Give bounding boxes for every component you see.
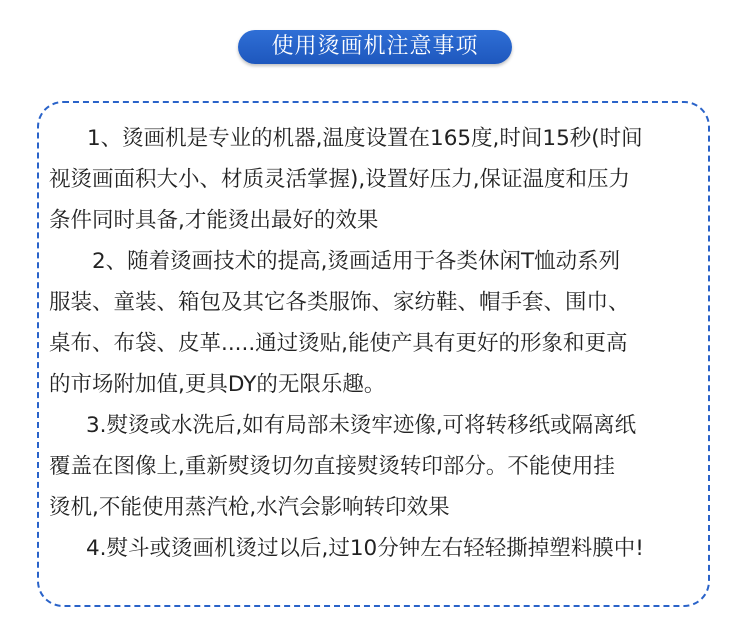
page-title: 使用烫画机注意事项 bbox=[238, 30, 512, 64]
note-4-line-1: 4.熨斗或烫画机烫过以后,过10分钟左右轻轻撕掉塑料膜中! bbox=[86, 536, 644, 561]
note-2-line-2: 服装、童装、箱包及其它各类服饰、家纺鞋、帽手套、围巾、 bbox=[49, 290, 630, 315]
note-1-line-2: 视烫画面积大小、材质灵活掌握),设置好压力,保证温度和压力 bbox=[49, 167, 631, 192]
note-2-line-4: 的市场附加值,更具DY的无限乐趣。 bbox=[49, 372, 386, 397]
note-3-line-3: 烫机,不能使用蒸汽枪,水汽会影响转印效果 bbox=[49, 495, 450, 520]
note-1-line-1: 1、烫画机是专业的机器,温度设置在165度,时间15秒(时间 bbox=[87, 126, 643, 151]
notes-content bbox=[49, 118, 709, 569]
note-2-line-3: 桌布、布袋、皮革.....通过烫贴,能使产具有更好的形象和更高 bbox=[49, 331, 628, 356]
note-3-line-1: 3.熨烫或水洗后,如有局部未烫牢迹像,可将转移纸或隔离纸 bbox=[86, 413, 637, 438]
note-3-line-2: 覆盖在图像上,重新熨烫切勿直接熨烫转印部分。不能使用挂 bbox=[49, 454, 615, 479]
note-2-line-1: 2、随着烫画技术的提高,烫画适用于各类休闲T恤动系列 bbox=[92, 249, 621, 274]
note-1-line-3: 条件同时具备,才能烫出最好的效果 bbox=[49, 208, 379, 233]
